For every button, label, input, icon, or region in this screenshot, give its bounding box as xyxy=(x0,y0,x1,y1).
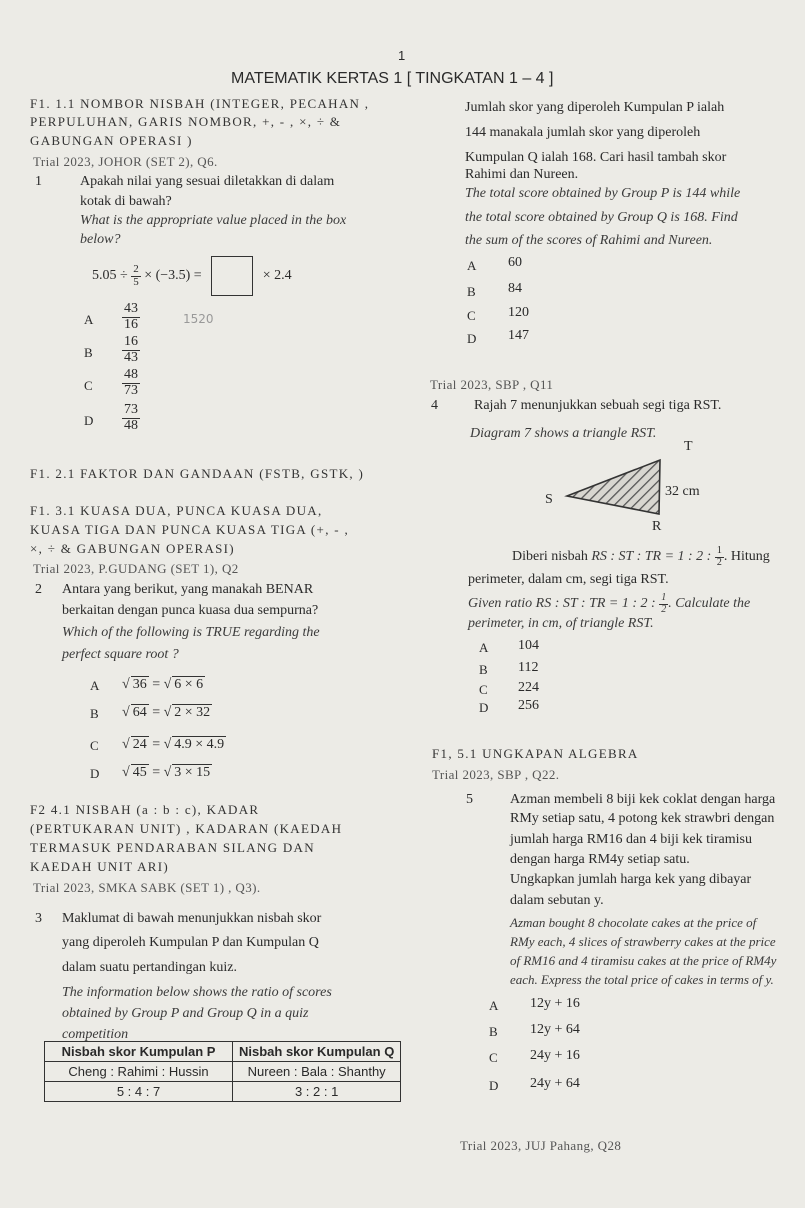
q1-option-b-label: B xyxy=(84,345,93,360)
q1-expr-right: × 2.4 xyxy=(262,268,292,284)
section-heading-3-line1: F1. 3.1 KUASA DUA, PUNCA KUASA DUA, xyxy=(30,503,323,518)
q3-cont-line2: 144 manakala jumlah skor yang diperoleh xyxy=(465,125,701,140)
q5-text-line5: Ungkapkan jumlah harga kek yang dibayar xyxy=(510,872,752,887)
table-header-group-q: Nisbah skor Kumpulan Q xyxy=(233,1042,401,1062)
q4-option-b-value: 112 xyxy=(518,660,539,675)
side-length-label: 32 cm xyxy=(665,484,700,499)
q5-option-c-label: C xyxy=(489,1050,498,1065)
q4-text: Rajah 7 menunjukkan sebuah segi tiga RST. xyxy=(474,398,722,413)
q3-text-line3: dalam suatu pertandingan kuiz. xyxy=(62,960,237,975)
table-cell-names-q: Nureen : Bala : Shanthy xyxy=(233,1062,401,1082)
section-heading-3-line2: KUASA TIGA DAN PUNCA KUASA TIGA (+, - , xyxy=(30,522,350,537)
q3-cont-en-line1: The total score obtained by Group P is 144 while xyxy=(465,186,741,201)
q4-given-line1: Diberi nisbah RS : ST : TR = 1 : 2 : $\frac{1}{2}$ . Hitung xyxy=(512,545,770,568)
q3-option-b-label: B xyxy=(467,284,476,299)
table-cell-names-p: Cheng : Rahimi : Hussin xyxy=(45,1062,233,1082)
q5-option-b-label: B xyxy=(489,1024,498,1039)
q1-option-d-value: $\frac{73}{48}$ xyxy=(124,402,138,433)
q2-number: 2 xyxy=(35,582,42,597)
section-heading-2: F1. 2.1 FAKTOR DAN GANDAAN (FSTB, GSTK, ) xyxy=(30,466,365,481)
q3-en-line3: competition xyxy=(62,1027,129,1042)
q5-text-line3: jumlah harga RM16 dan 4 biji kek tiramisu xyxy=(510,832,752,847)
q1-en-line2: below? xyxy=(80,232,121,247)
page-title: MATEMATIK KERTAS 1 [ TINGKATAN 1 – 4 ] xyxy=(231,70,554,87)
q1-number: 1 xyxy=(35,174,42,189)
q3-cont-en-line2: the total score obtained by Group Q is 168. Find xyxy=(465,210,738,225)
q5-number: 5 xyxy=(466,792,473,807)
q2-option-c-label: C xyxy=(90,738,99,753)
vertex-label-r: R xyxy=(652,519,662,534)
q5-text-line1: Azman membeli 8 biji kek coklat dengan harga xyxy=(510,792,776,807)
answer-box xyxy=(211,256,253,296)
section-heading-4-line2: (PERTUKARAN UNIT) , KADARAN (KAEDAH xyxy=(30,821,343,836)
q1-expr-mid: × (−3.5) = xyxy=(144,268,202,284)
q5-text-line6: dalam sebutan y. xyxy=(510,893,604,908)
q2-option-b-label: B xyxy=(90,706,99,721)
q3-trial-source: Trial 2023, SMKA SABK (SET 1) , Q3). xyxy=(33,880,261,895)
q1-expr-left: 5.05 ÷ xyxy=(92,268,128,284)
page-number: 1 xyxy=(398,48,406,63)
q1-option-d-label: D xyxy=(84,413,94,428)
q5-en-line3: of RM16 and 4 tiramisu cakes at the price of RM4y xyxy=(510,953,777,968)
section-heading-4-line4: KAEDAH UNIT ARI) xyxy=(30,859,169,874)
q4-given-line2: perimeter, dalam cm, segi tiga RST. xyxy=(468,572,669,587)
q3-cont-line1: Jumlah skor yang diperoleh Kumpulan P ialah xyxy=(465,100,725,115)
q2-text-line2: berkaitan dengan punca kuasa dua sempurna? xyxy=(62,603,319,618)
q5-option-a-value: 12y + 16 xyxy=(530,996,580,1011)
q2-option-c-value: √ 24 = √ 4.9 × 4.9 xyxy=(122,737,225,752)
q4-option-a-label: A xyxy=(479,640,489,655)
q5-en-line2: RMy each, 4 slices of strawberry cakes at the price xyxy=(510,934,776,949)
q5-option-a-label: A xyxy=(489,998,499,1013)
q4-option-d-value: 256 xyxy=(518,698,539,713)
q3-cont-en-line3: the sum of the scores of Rahimi and Nureen. xyxy=(465,233,713,248)
q1-option-a-value: $\frac{43}{16}$ xyxy=(124,301,138,332)
q4-en-given-line2: perimeter, in cm, of triangle RST. xyxy=(468,616,654,631)
q1-expression xyxy=(92,256,292,296)
section-heading-4-line3: TERMASUK PENDARABAN SILANG DAN xyxy=(30,840,315,855)
q2-en-line1: Which of the following is TRUE regarding the xyxy=(62,625,320,640)
q2-option-d-value: √ 45 = √ 3 × 15 xyxy=(122,765,211,780)
q2-option-a-value: √ 36 = √ 6 × 6 xyxy=(122,677,204,692)
q4-option-d-label: D xyxy=(479,700,489,715)
next-trial-source: Trial 2023, JUJ Pahang, Q28 xyxy=(460,1138,622,1153)
section-heading-4-line1: F2 4.1 NISBAH (a : b : c), KADAR xyxy=(30,802,260,817)
q5-option-c-value: 24y + 16 xyxy=(530,1048,580,1063)
section-heading-3-line3: ×, ÷ & GABUNGAN OPERASI) xyxy=(30,541,235,556)
q2-option-a-label: A xyxy=(90,678,100,693)
q1-option-c-value: $\frac{48}{73}$ xyxy=(124,367,138,398)
q1-en-line1: What is the appropriate value placed in the box xyxy=(80,213,347,228)
q2-en-line2: perfect square root ? xyxy=(62,647,179,662)
q1-text-line2: kotak di bawah? xyxy=(80,194,172,209)
q5-trial-source: Trial 2023, SBP , Q22. xyxy=(432,767,560,782)
q3-option-d-label: D xyxy=(467,331,477,346)
q4-number: 4 xyxy=(431,398,438,413)
q4-en-given-line1: Given ratio RS : ST : TR = 1 : 2 : $\frac{1}{2}$ . Calculate the xyxy=(468,592,751,615)
ratio-table xyxy=(44,1041,401,1102)
q1-trial-source: Trial 2023, JOHOR (SET 2), Q6. xyxy=(33,154,218,169)
q3-option-c-label: C xyxy=(467,308,476,323)
q5-en-line4: each. Express the total price of cakes in terms of y. xyxy=(510,972,774,987)
q3-text-line2: yang diperoleh Kumpulan P dan Kumpulan Q xyxy=(62,935,319,950)
q3-option-d-value: 147 xyxy=(508,328,529,343)
vertex-label-s: S xyxy=(545,492,553,507)
q1-option-c-label: C xyxy=(84,378,93,393)
q3-option-a-value: 60 xyxy=(508,255,522,270)
q1-text-line1: Apakah nilai yang sesuai diletakkan di dalam xyxy=(80,174,335,189)
handwritten-scribble: 1520 xyxy=(183,312,214,326)
q3-option-b-value: 84 xyxy=(508,281,522,296)
table-header-group-p: Nisbah skor Kumpulan P xyxy=(45,1042,233,1062)
q5-en-line1: Azman bought 8 chocolate cakes at the price of xyxy=(510,915,757,930)
triangle-rst xyxy=(567,460,660,514)
q5-text-line4: dengan harga RM4y setiap satu. xyxy=(510,852,690,867)
q1-expr-fraction: $\frac{2}{5}$ xyxy=(133,262,139,288)
q3-en-line1: The information below shows the ratio of scores xyxy=(62,985,332,1000)
q4-option-c-label: C xyxy=(479,682,488,697)
section-heading-5: F1, 5.1 UNGKAPAN ALGEBRA xyxy=(432,746,639,761)
section-heading-1-line2: PERPULUHAN, GARIS NOMBOR, +, - , ×, ÷ & xyxy=(30,114,342,129)
q3-option-c-value: 120 xyxy=(508,305,529,320)
table-cell-ratio-q: 3 : 2 : 1 xyxy=(233,1082,401,1102)
q2-option-b-value: √ 64 = √ 2 × 32 xyxy=(122,705,211,720)
q3-en-line2: obtained by Group P and Group Q in a quiz xyxy=(62,1006,309,1021)
q4-option-b-label: B xyxy=(479,662,488,677)
q3-number: 3 xyxy=(35,911,42,926)
q2-text-line1: Antara yang berikut, yang manakah BENAR xyxy=(62,582,314,597)
q4-trial-source: Trial 2023, SBP , Q11 xyxy=(430,377,554,392)
q4-option-a-value: 104 xyxy=(518,638,539,653)
table-cell-ratio-p: 5 : 4 : 7 xyxy=(45,1082,233,1102)
q5-text-line2: RMy setiap satu, 4 potong kek strawbri dengan xyxy=(510,811,775,826)
q3-cont-line3: Kumpulan Q ialah 168. Cari hasil tambah skor xyxy=(465,150,727,165)
q4-en-text: Diagram 7 shows a triangle RST. xyxy=(470,426,657,441)
q1-option-a-label: A xyxy=(84,312,94,327)
q2-trial-source: Trial 2023, P.GUDANG (SET 1), Q2 xyxy=(33,561,239,576)
q5-option-d-value: 24y + 64 xyxy=(530,1076,580,1091)
q5-option-d-label: D xyxy=(489,1078,499,1093)
q1-option-b-value: $\frac{16}{43}$ xyxy=(124,334,138,365)
q3-cont-line4: Rahimi dan Nureen. xyxy=(465,167,579,182)
q5-option-b-value: 12y + 64 xyxy=(530,1022,580,1037)
vertex-label-t: T xyxy=(684,439,693,454)
section-heading-1-line3: GABUNGAN OPERASI ) xyxy=(30,133,193,148)
q4-option-c-value: 224 xyxy=(518,680,539,695)
q3-text-line1: Maklumat di bawah menunjukkan nisbah skor xyxy=(62,911,322,926)
section-heading-1-line1: F1. 1.1 NOMBOR NISBAH (INTEGER, PECAHAN , xyxy=(30,96,370,111)
q2-option-d-label: D xyxy=(90,766,100,781)
q3-option-a-label: A xyxy=(467,258,477,273)
